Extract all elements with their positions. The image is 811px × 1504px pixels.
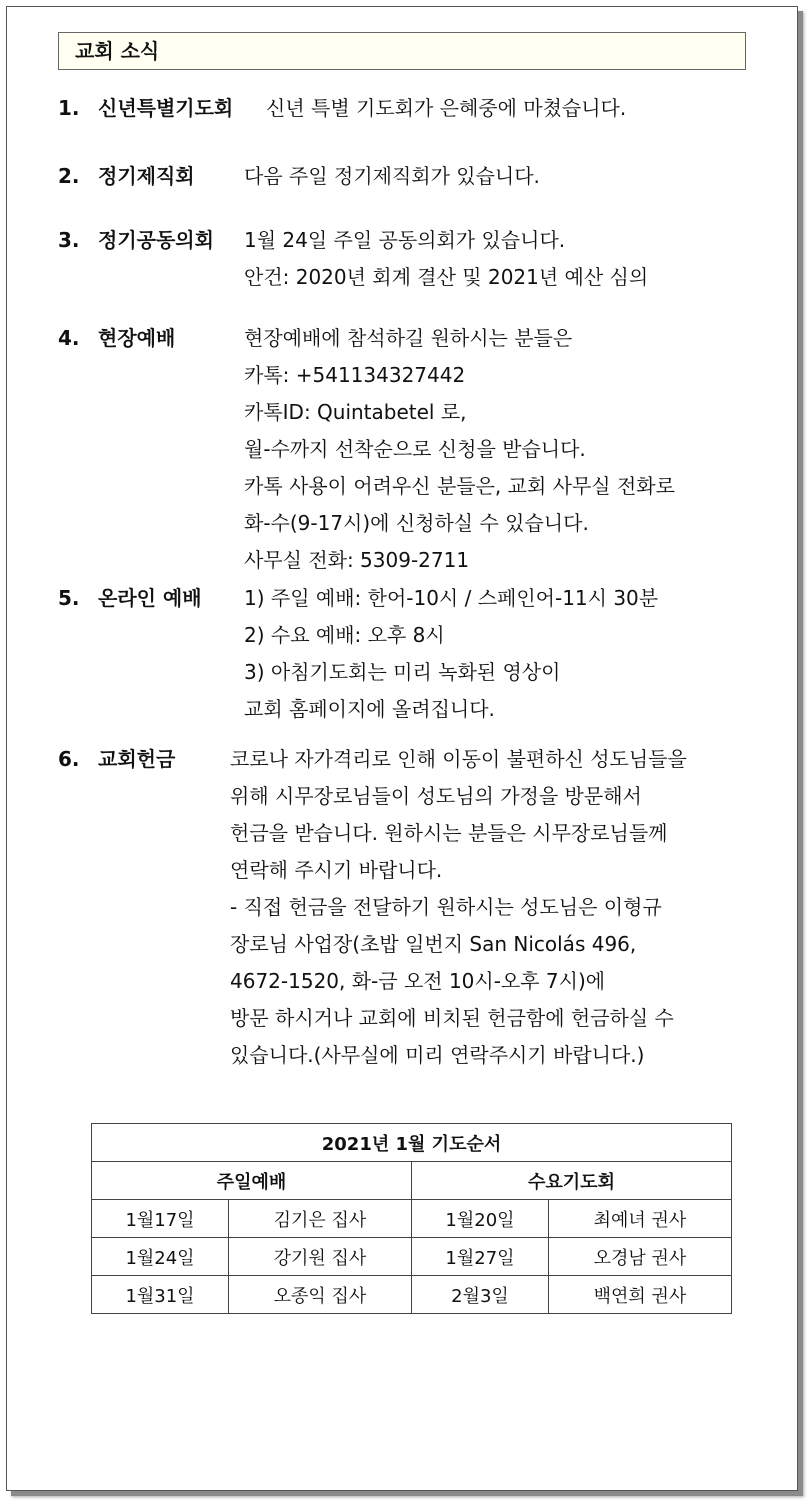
item-line: 3) 아침기도회는 미리 녹화된 영상이 xyxy=(244,660,561,684)
sunday-date: 1월31일 xyxy=(92,1276,229,1314)
item-line: 월-수까지 선착순으로 신청을 받습니다. xyxy=(244,437,586,461)
item-number: 1. xyxy=(58,96,80,120)
item-number: 4. xyxy=(58,326,80,350)
prayer-schedule-table xyxy=(91,1123,732,1314)
wednesday-leader: 백연희 권사 xyxy=(549,1276,732,1314)
item-line: 연락해 주시기 바랍니다. xyxy=(230,858,443,882)
item-line: 카톡: +541134327442 xyxy=(244,363,466,387)
table-row xyxy=(92,1238,732,1276)
item-line: 장로님 사업장(초밥 일번지 San Nicolás 496, xyxy=(230,932,637,956)
item-line: - 직접 헌금을 전달하기 원하시는 성도님은 이형규 xyxy=(230,895,662,919)
item-line: 안건: 2020년 회계 결산 및 2021년 예산 심의 xyxy=(244,265,649,289)
item-number: 5. xyxy=(58,586,80,610)
item-body xyxy=(230,741,687,1074)
item-body xyxy=(244,320,675,579)
item-title: 교회헌금 xyxy=(98,747,176,771)
wednesday-leader: 최예녀 권사 xyxy=(549,1200,732,1238)
item-line: 1) 주일 예배: 한어-10시 / 스페인어-11시 30분 xyxy=(244,586,659,610)
item-line: 4672-1520, 화-금 오전 10시-오후 7시)에 xyxy=(230,969,606,993)
item-line: 현장예배에 참석하길 원하시는 분들은 xyxy=(244,326,573,350)
sunday-leader: 강기원 집사 xyxy=(229,1238,412,1276)
sunday-date: 1월24일 xyxy=(92,1238,229,1276)
item-line: 신년 특별 기도회가 은혜중에 마쳤습니다. xyxy=(266,96,627,120)
item-line: 카톡 사용이 어려우신 분들은, 교회 사무실 전화로 xyxy=(244,474,675,498)
sunday-leader: 오종익 집사 xyxy=(229,1276,412,1314)
item-number: 2. xyxy=(58,164,80,188)
schedule-header-wednesday: 수요기도회 xyxy=(411,1162,731,1200)
item-line: 위해 시무장로님들이 성도님의 가정을 방문해서 xyxy=(230,784,642,808)
wednesday-date: 2월3일 xyxy=(411,1276,548,1314)
item-number: 6. xyxy=(58,747,80,771)
item-body xyxy=(244,222,648,296)
table-row xyxy=(92,1276,732,1314)
wednesday-date: 1월20일 xyxy=(411,1200,548,1238)
table-row xyxy=(92,1200,732,1238)
item-line: 코로나 자가격리로 인해 이동이 불편하신 성도님들을 xyxy=(230,747,687,771)
item-line: 있습니다.(사무실에 미리 연락주시기 바랍니다.) xyxy=(230,1043,645,1067)
item-title: 신년특별기도회 xyxy=(98,96,234,120)
item-body xyxy=(244,158,540,195)
schedule-header-sunday: 주일예배 xyxy=(92,1162,412,1200)
item-line: 방문 하시거나 교회에 비치된 헌금함에 헌금하실 수 xyxy=(230,1006,674,1030)
schedule-title: 2021년 1월 기도순서 xyxy=(92,1124,732,1162)
item-line: 화-수(9-17시)에 신청하실 수 있습니다. xyxy=(244,511,589,535)
item-line: 카톡ID: Quintabetel 로, xyxy=(244,400,467,424)
item-line: 2) 수요 예배: 오후 8시 xyxy=(244,623,445,647)
sunday-leader: 김기은 집사 xyxy=(229,1200,412,1238)
item-body xyxy=(266,90,626,127)
item-number: 3. xyxy=(58,228,80,252)
item-title: 온라인 예배 xyxy=(98,586,202,610)
wednesday-leader: 오경남 권사 xyxy=(549,1238,732,1276)
item-title: 정기제직회 xyxy=(98,164,195,188)
section-title: 교회 소식 xyxy=(58,32,746,70)
sunday-date: 1월17일 xyxy=(92,1200,229,1238)
item-title: 현장예배 xyxy=(98,326,176,350)
item-line: 사무실 전화: 5309-2711 xyxy=(244,548,470,572)
item-line: 1월 24일 주일 공동의회가 있습니다. xyxy=(244,228,566,252)
item-line: 헌금을 받습니다. 원하시는 분들은 시무장로님들께 xyxy=(230,821,668,845)
item-line: 교회 홈페이지에 올려집니다. xyxy=(244,697,495,721)
item-line: 다음 주일 정기제직회가 있습니다. xyxy=(244,164,540,188)
item-body xyxy=(244,580,658,728)
wednesday-date: 1월27일 xyxy=(411,1238,548,1276)
item-title: 정기공동의회 xyxy=(98,228,214,252)
